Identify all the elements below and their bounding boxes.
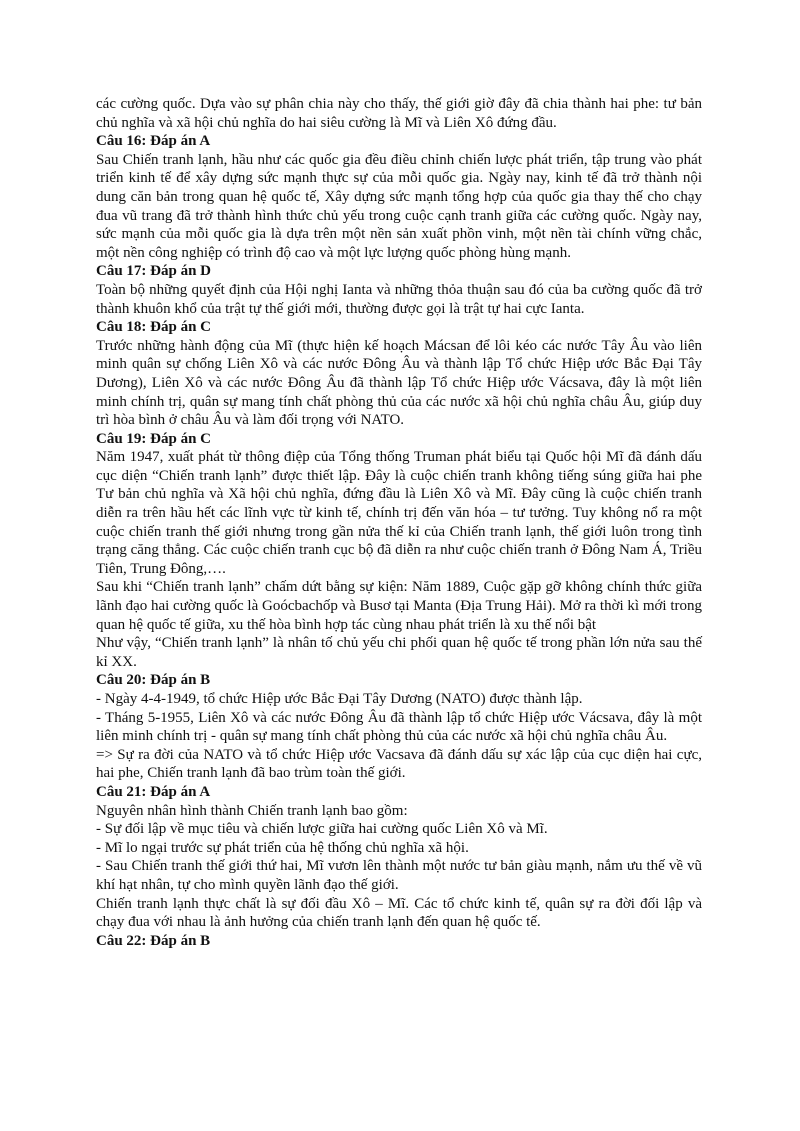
list-item: - Sau Chiến tranh thế giới thứ hai, Mĩ vươn lên thành một nước tư bản giàu mạnh, nắm ưu thế về vũ khí hạt nhân, tự cho mình quyền lãnh đạo thế giới. (96, 858, 702, 893)
list-item: - Mĩ lo ngại trước sự phát triển của hệ thống chủ nghĩa xã hội. (96, 839, 469, 856)
answer-heading: Câu 19: Đáp án C (96, 430, 212, 447)
answer-heading: Câu 20: Đáp án B (96, 672, 211, 689)
list-item: - Sự đối lập về mục tiêu và chiến lược giữa hai cường quốc Liên Xô và Mĩ. (96, 821, 548, 838)
paragraph: Chiến tranh lạnh thực chất là sự đối đầu Xô – Mĩ. Các tổ chức kinh tế, quân sự ra đời đối lập và chạy đua với nhau là ảnh hưởng của chiến tranh lạnh đến quan hệ quốc tế. (96, 895, 702, 931)
answer-heading: Câu 16: Đáp án A (96, 133, 211, 150)
paragraph: Sau khi “Chiến tranh lạnh” chấm dứt bằng sự kiện: Năm 1889, Cuộc gặp gỡ không chính thức giữa lãnh đạo hai cường quốc là Goócbachốp và Busơ tại Manta (Địa Trung Hải). Mở ra thời kì mới trong quan hệ quốc tế giữa, xu thế hòa bình hợp tác cùng nhau phát triển là xu thế nổi bật (96, 579, 703, 633)
paragraph: các cường quốc. Dựa vào sự phân chia này cho thấy, thế giới giờ đây đã chia thành hai phe: tư bản chủ nghĩa và xã hội chủ nghĩa do hai siêu cường là Mĩ và Liên Xô đứng đầu. (96, 96, 702, 131)
list-item: - Tháng 5-1955, Liên Xô và các nước Đông Âu đã thành lập tổ chức Hiệp ước Vácsava, đây là một liên minh chính trị - quân sự mang tính chất phòng thủ của các nước xã hội chủ nghĩa châu Âu. (96, 709, 702, 745)
paragraph: Toàn bộ những quyết định của Hội nghị Ianta và những thỏa thuận sau đó của ba cường quốc đã trở thành khuôn khổ của trật tự thế giới mới, thường được gọi là trật tự hai cực Ianta. (96, 281, 702, 317)
paragraph: Nguyên nhân hình thành Chiến tranh lạnh bao gồm: (96, 802, 408, 819)
answer-heading: Câu 17: Đáp án D (96, 263, 212, 280)
paragraph: Trước những hành động của Mĩ (thực hiện kế hoạch Mácsan để lôi kéo các nước Tây Âu vào liên minh quân sự chống Liên Xô và các nước Đông Âu và thành lập Tổ chức Hiệp ước Bắc Đại Tây Dương), Liên Xô và các nước Đông Âu đã thành lập Tổ chức Hiệp ước Vácsava, đây là một liên minh chính trị, quân sự mang tính chất phòng thủ của các nước xã hội chủ nghĩa châu Âu, giúp duy trì hòa bình ở châu Âu và làm đối trọng với NATO. (96, 337, 702, 429)
answer-heading: Câu 22: Đáp án B (96, 932, 211, 949)
answer-heading: Câu 21: Đáp án A (96, 783, 211, 800)
answer-heading: Câu 18: Đáp án C (96, 319, 212, 336)
document-page (96, 95, 702, 950)
paragraph: Năm 1947, xuất phát từ thông điệp của Tổng thống Truman phát biểu tại Quốc hội Mĩ đã đánh dấu cục diện “Chiến tranh lạnh” được thiết lập. Đây là cuộc chiến tranh không tiếng súng giữa hai phe Tư bản chủ nghĩa và Xã hội chủ nghĩa, đứng đầu là Liên Xô và Mĩ. Đây cũng là cuộc chiến tranh diễn ra trên hầu hết các lĩnh vực từ kinh tế, chính trị đến văn hóa – tư tưởng. Tuy không nổ ra một cuộc chiến tranh thế giới nhưng trong gần nửa thế kỉ của Chiến tranh lạnh, thế giới luôn trong tình trạng căng thẳng. Các cuộc chiến tranh cục bộ đã diễn ra như cuộc chiến tranh ở Đông Nam Á, Triều Tiên, Trung Đông,…. (96, 449, 702, 577)
paragraph: => Sự ra đời của NATO và tổ chức Hiệp ước Vacsava đã đánh dấu sự xác lập của cục diện hai cực, hai phe, Chiến tranh lạnh đã bao trùm toàn thế giới. (96, 746, 702, 782)
list-item: - Ngày 4-4-1949, tổ chức Hiệp ước Bắc Đại Tây Dương (NATO) được thành lập. (96, 691, 583, 707)
paragraph: Như vậy, “Chiến tranh lạnh” là nhân tố chủ yếu chi phối quan hệ quốc tế trong phần lớn nửa sau thế kỉ XX. (96, 635, 702, 670)
paragraph: Sau Chiến tranh lạnh, hầu như các quốc gia đều điều chỉnh chiến lược phát triển, tập trung vào phát triển kinh tế để xây dựng sức mạnh thực sự của mỗi quốc gia. Ngày nay, kinh tế đã trở thành nội dung căn bản trong quan hệ quốc tế, Xây dựng sức mạnh tổng hợp của quốc gia thay thế cho chạy đua vũ trang đã trở thành hình thức chủ yếu trong cuộc cạnh tranh giữa các cường quốc. Ngày nay, sức mạnh của mỗi quốc gia là dựa trên một nền sản xuất phồn vinh, một nền tài chính vững chắc, một nền công nghiệp có trình độ cao và một lực lượng quốc phòng hùng mạnh. (96, 151, 702, 261)
